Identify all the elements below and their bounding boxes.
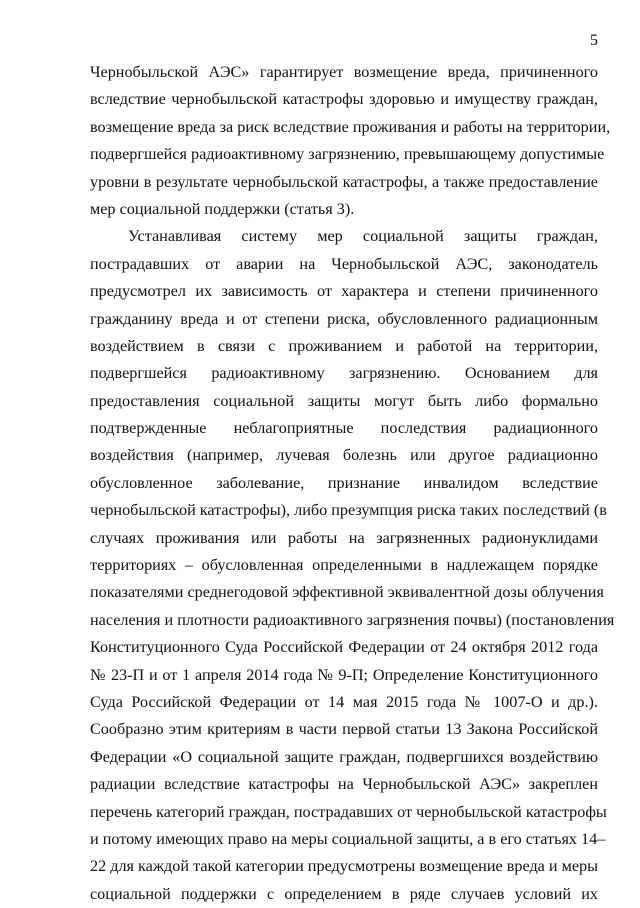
text-line: подтвержденные неблагоприятные последствия радиационного: [90, 419, 598, 438]
text-line: чернобыльской катастрофы), либо презумпция риска таких последствий (в: [90, 501, 607, 520]
text-line: Федерации «О социальной защите граждан, подвергшихся воздействию: [90, 747, 598, 766]
paragraph: [90, 223, 615, 908]
text-line: вследствие чернобыльской катастрофы здоровью и имуществу граждан,: [90, 90, 598, 109]
text-line: 22 для каждой такой категории предусмотрены возмещение вреда и меры: [90, 857, 599, 876]
text-line: воздействия (например, лучевая болезнь или другое радиационно: [90, 446, 598, 465]
text-line: предоставления социальной защиты могут быть либо формально: [90, 391, 598, 410]
text-line: перечень категорий граждан, пострадавших от чернобыльской катастрофы: [90, 802, 607, 821]
text-line: случаях проживания или работы на загрязненных радионуклидами: [90, 528, 598, 547]
text-line: Сообразно этим критериям в части первой статьи 13 Закона Российской: [90, 720, 598, 739]
text-line: возмещение вреда за риск вследствие проживания и работы на территории,: [90, 117, 611, 136]
paragraph: [90, 59, 611, 223]
text-line: и потому имеющих право на меры социальной защиты, а в его статьях 14–: [90, 829, 606, 848]
text-line: предусмотрел их зависимость от характера и степени причиненного: [90, 282, 598, 301]
text-line: уровни в результате чернобыльской катастрофы, а также предоставление: [90, 172, 598, 191]
text-line: Устанавливая систему мер социальной защиты граждан,: [128, 227, 598, 246]
text-line: пострадавших от аварии на Чернобыльской АЭС, законодатель: [90, 254, 598, 273]
text-line: воздействием в связи с проживанием и работой на территории,: [90, 336, 598, 355]
text-line: подвергшейся радиоактивному загрязнению, превышающему допустимые: [90, 145, 605, 164]
text-line: мер социальной поддержки (статья 3).: [90, 199, 355, 218]
text-line: населения и плотности радиоактивного загрязнения почвы) (постановления: [90, 610, 615, 629]
text-line: Чернобыльской АЭС» гарантирует возмещение вреда, причиненного: [90, 63, 598, 81]
text-line: радиации вследствие катастрофы на Чернобыльской АЭС» закреплен: [90, 775, 598, 794]
text-line: социальной поддержки с определением в ряде случаев условий их: [90, 884, 598, 903]
text-line: Конституционного Суда Российской Федерации от 24 октября 2012 года: [90, 638, 598, 657]
text-line: показателями среднегодовой эффективной эквивалентной дозы облучения: [90, 583, 604, 602]
text-line: подвергшейся радиоактивному загрязнению. Основанием для: [90, 364, 598, 383]
text-line: № 23-П и от 1 апреля 2014 года № 9-П; Определение Конституционного: [90, 665, 598, 684]
text-line: гражданину вреда и от степени риска, обусловленного радиационным: [90, 309, 598, 328]
text-line: обусловленное заболевание, признание инвалидом вследствие: [90, 473, 598, 492]
text-line: территориях – обусловленная определенными в надлежащем порядке: [90, 556, 598, 575]
page-number: 5: [590, 32, 598, 49]
text-line: Суда Российской Федерации от 14 мая 2015 года № 1007-О и др.).: [90, 692, 598, 711]
document-body: [90, 59, 615, 908]
